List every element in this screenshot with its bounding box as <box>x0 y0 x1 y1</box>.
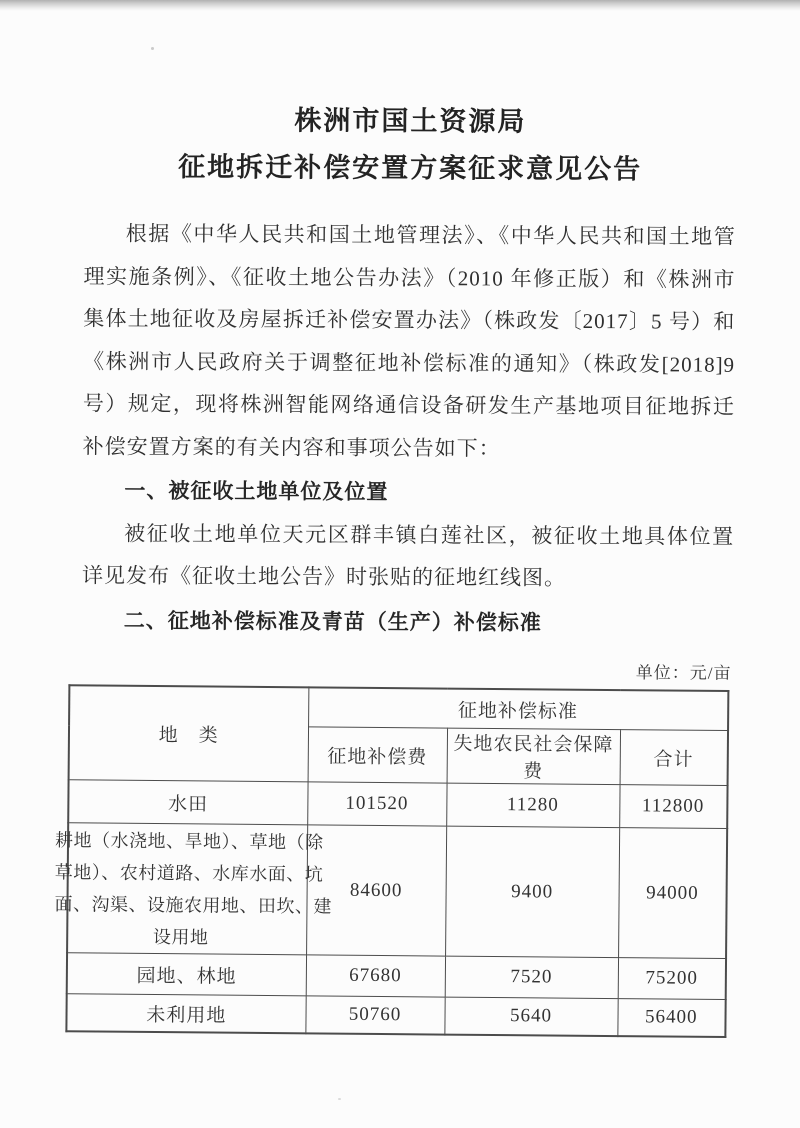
table-header-row-1 <box>69 685 728 730</box>
header-social-security: 失地农民社会保障费 <box>447 728 620 785</box>
category-line: 设用地 <box>152 926 209 948</box>
paragraph-land-location: 被征收土地单位天元区群丰镇白莲社区，被征收土地具体位置详见发布《征收土地公告》时张贴的征地红线图。 <box>81 521 735 590</box>
category-multiline <box>54 824 333 954</box>
category-line: 面、沟渠、设施农用地、田坎、建 <box>54 893 333 917</box>
cell-category: 未利用地 <box>66 994 305 1034</box>
compensation-standard-table <box>54 684 729 1038</box>
document-title-block <box>84 96 736 193</box>
table-row-cultivated-land <box>67 823 727 959</box>
table-row-garden-forest <box>67 953 726 1000</box>
header-total: 合计 <box>620 730 728 786</box>
category-line: 耕地（水浇地、旱地）、草地（除 <box>54 829 324 853</box>
cell-category: 园地、林地 <box>67 953 306 996</box>
cell-fee: 67680 <box>306 955 445 997</box>
header-land-type: 地 类 <box>69 685 309 782</box>
section-heading-2: 二、征地补偿标准及青苗（生产）补偿标准 <box>123 608 542 635</box>
cell-fee: 84600 <box>306 825 446 956</box>
table-unit-note: 单位：元/亩 <box>635 663 732 683</box>
doc-title-subject: 征地拆迁补偿安置方案征求意见公告 <box>178 151 643 185</box>
table-row-unused-land <box>66 994 725 1037</box>
cell-total: 75200 <box>618 958 726 1000</box>
cell-total: 94000 <box>618 828 727 959</box>
cell-category <box>54 823 333 955</box>
doc-title-organization: 株洲市国土资源局 <box>294 105 527 137</box>
paragraph-legal-basis: 根据《中华人民共和国土地管理法》、《中华人民共和国土地管理实施条例》、《征收土地公告办法》（2010 年修正版）和《株洲市集体土地征收及房屋拆迁补偿安置办法》（株政发〔2017〕5 号）和《株洲市人民政府关于调整征地补偿标准的通知》（株政发[2018]9 号）规定，现将株洲智能网络通信设备研发生产基地项目征地拆迁补偿安置方案的有关内容和事项公告如下： <box>82 221 736 461</box>
cell-social: 11280 <box>446 783 619 828</box>
section-heading-1: 一、被征收土地单位及位置 <box>124 478 389 504</box>
cell-social: 9400 <box>445 826 619 958</box>
cell-fee: 101520 <box>307 782 446 826</box>
header-fee: 征地补偿费 <box>308 727 447 783</box>
cell-total: 56400 <box>617 999 725 1037</box>
cell-social: 7520 <box>445 956 618 999</box>
cell-fee: 50760 <box>305 996 444 1035</box>
cell-total: 112800 <box>619 785 727 829</box>
category-line: 草地）、农村道路、水库水面、坑 <box>54 861 324 885</box>
header-compensation-group: 征地补偿标准 <box>308 687 728 730</box>
scan-speck <box>338 1098 341 1100</box>
table-row-paddy-field <box>68 780 727 829</box>
cell-category: 水田 <box>68 780 307 825</box>
cell-social: 5640 <box>444 997 617 1036</box>
